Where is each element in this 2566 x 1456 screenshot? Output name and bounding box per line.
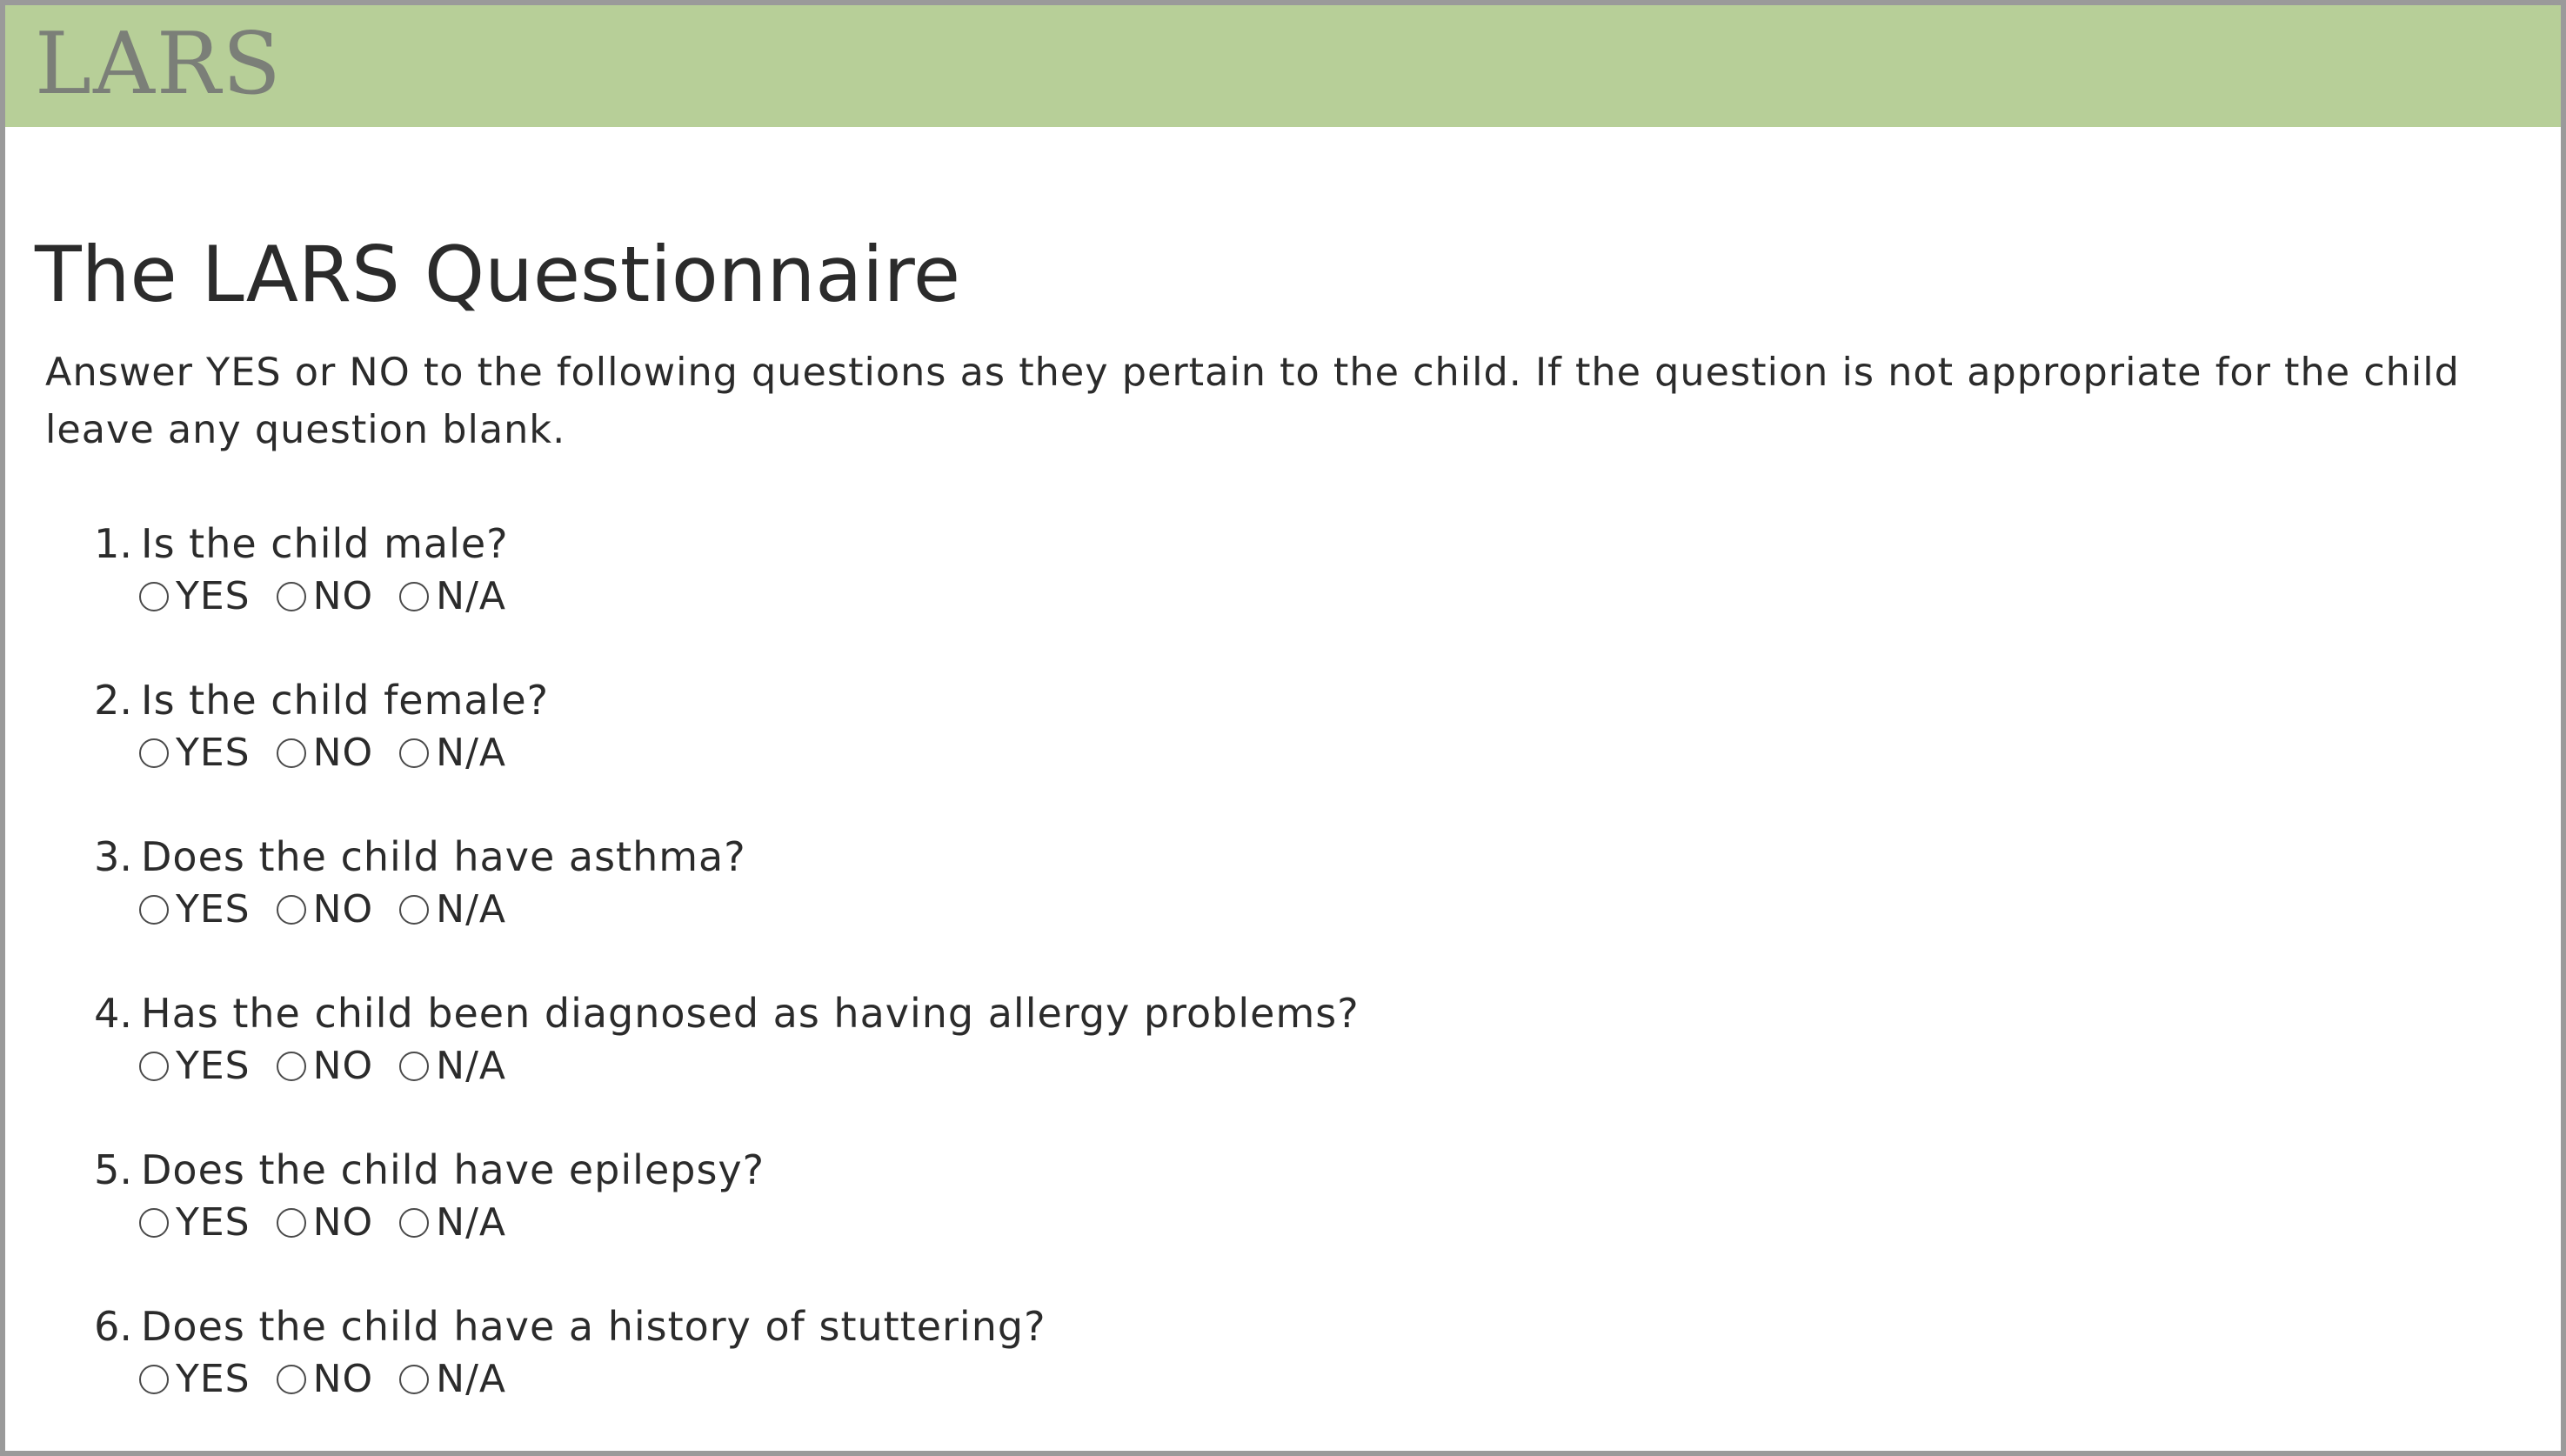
na-label[interactable]: N/A — [436, 1200, 506, 1245]
question-number: 1. — [94, 520, 132, 567]
answer-yes-option[interactable] — [139, 725, 251, 781]
no-label[interactable]: NO — [312, 731, 374, 775]
answer-na-option[interactable] — [399, 1039, 506, 1094]
no-label[interactable]: NO — [312, 1357, 374, 1401]
na-label[interactable]: N/A — [436, 887, 506, 932]
answer-options — [139, 882, 532, 938]
no-label[interactable]: NO — [312, 1200, 374, 1245]
answer-na-option[interactable] — [399, 1352, 506, 1407]
na-radio-button[interactable] — [399, 1052, 429, 1081]
answer-options — [139, 569, 532, 624]
answer-na-option[interactable] — [399, 882, 506, 938]
yes-label[interactable]: YES — [176, 731, 251, 775]
no-radio-button[interactable] — [277, 895, 306, 925]
yes-label[interactable]: YES — [176, 574, 251, 618]
answer-yes-option[interactable] — [139, 882, 251, 938]
answer-options — [139, 1039, 532, 1094]
na-radio-button[interactable] — [399, 582, 429, 611]
yes-radio-button[interactable] — [139, 1208, 169, 1238]
answer-yes-option[interactable] — [139, 1352, 251, 1407]
answer-yes-option[interactable] — [139, 1195, 251, 1251]
na-radio-button[interactable] — [399, 895, 429, 925]
yes-radio-button[interactable] — [139, 895, 169, 925]
instructions-text: Answer YES or NO to the following questions as they pertain to the child. If the question is not appropriate for the child leave any question blank. — [45, 351, 2460, 452]
site-logo[interactable]: LARS — [35, 15, 283, 114]
answer-na-option[interactable] — [399, 1195, 506, 1251]
question-number: 6. — [94, 1303, 132, 1350]
na-radio-button[interactable] — [399, 1365, 429, 1394]
answer-yes-option[interactable] — [139, 1039, 251, 1094]
question-number: 4. — [94, 990, 132, 1037]
no-label[interactable]: NO — [312, 887, 374, 932]
question-text: Is the child female? — [141, 677, 550, 724]
question-text: Does the child have a history of stuttering? — [141, 1303, 1046, 1350]
na-radio-button[interactable] — [399, 1208, 429, 1238]
yes-label[interactable]: YES — [176, 887, 251, 932]
question-number: 2. — [94, 677, 132, 724]
na-label[interactable]: N/A — [436, 1357, 506, 1401]
na-radio-button[interactable] — [399, 738, 429, 768]
page-title: The LARS Questionnaire — [35, 230, 960, 319]
answer-no-option[interactable] — [277, 569, 374, 624]
answer-na-option[interactable] — [399, 725, 506, 781]
answer-no-option[interactable] — [277, 1039, 374, 1094]
yes-radio-button[interactable] — [139, 1052, 169, 1081]
site-header — [5, 5, 2561, 127]
answer-options — [139, 1195, 532, 1251]
question-text: Does the child have epilepsy? — [141, 1146, 765, 1193]
question-text: Has the child been diagnosed as having allergy problems? — [141, 990, 1360, 1037]
question-text: Is the child male? — [141, 520, 509, 567]
answer-na-option[interactable] — [399, 569, 506, 624]
answer-options — [139, 725, 532, 781]
na-label[interactable]: N/A — [436, 1044, 506, 1088]
no-radio-button[interactable] — [277, 1052, 306, 1081]
yes-radio-button[interactable] — [139, 738, 169, 768]
yes-label[interactable]: YES — [176, 1357, 251, 1401]
yes-label[interactable]: YES — [176, 1200, 251, 1245]
answer-no-option[interactable] — [277, 882, 374, 938]
question-number: 5. — [94, 1146, 132, 1193]
question-number: 3. — [94, 833, 132, 880]
yes-radio-button[interactable] — [139, 582, 169, 611]
no-radio-button[interactable] — [277, 1208, 306, 1238]
answer-no-option[interactable] — [277, 1352, 374, 1407]
answer-options — [139, 1352, 532, 1407]
answer-yes-option[interactable] — [139, 569, 251, 624]
yes-radio-button[interactable] — [139, 1365, 169, 1394]
answer-no-option[interactable] — [277, 1195, 374, 1251]
answer-no-option[interactable] — [277, 725, 374, 781]
no-label[interactable]: NO — [312, 574, 374, 618]
no-radio-button[interactable] — [277, 738, 306, 768]
yes-label[interactable]: YES — [176, 1044, 251, 1088]
no-radio-button[interactable] — [277, 1365, 306, 1394]
na-label[interactable]: N/A — [436, 574, 506, 618]
na-label[interactable]: N/A — [436, 731, 506, 775]
no-label[interactable]: NO — [312, 1044, 374, 1088]
no-radio-button[interactable] — [277, 582, 306, 611]
question-text: Does the child have asthma? — [141, 833, 746, 880]
